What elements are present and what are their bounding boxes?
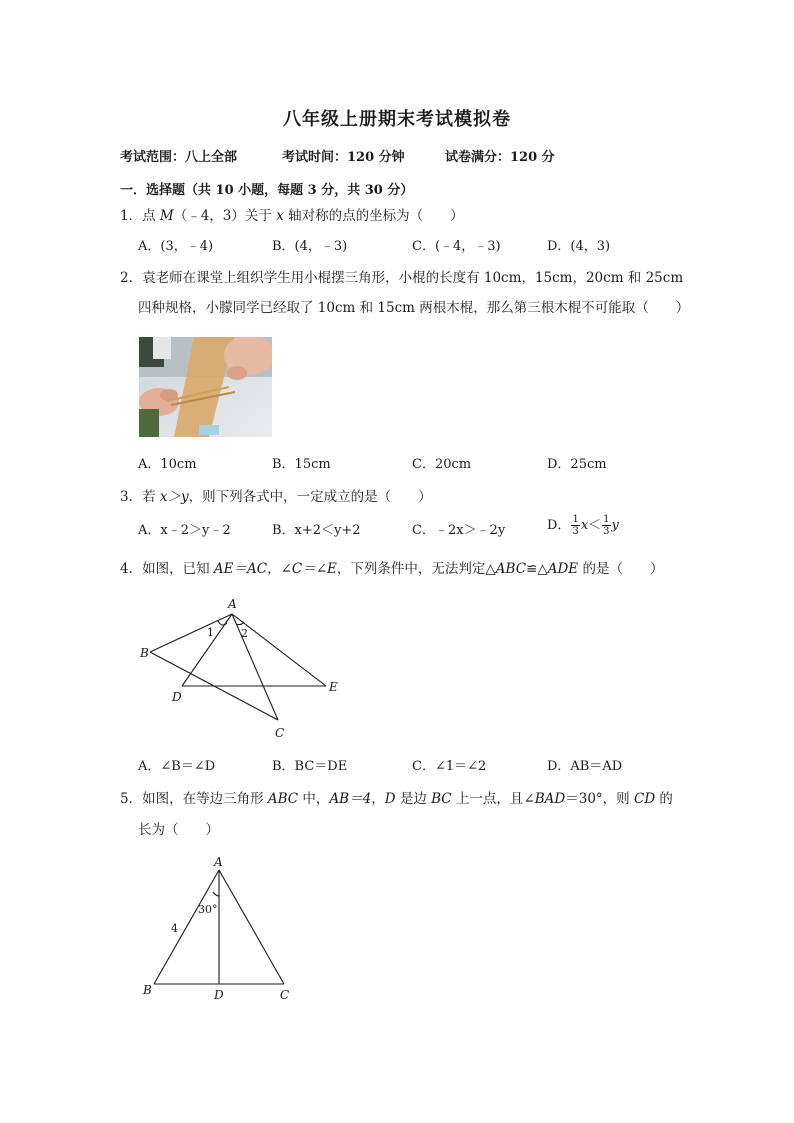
q4-option-d: D．AB＝AD <box>547 759 623 774</box>
q1-option-c: C．(﹣4，﹣3) <box>412 239 501 254</box>
q4-option-c: C．∠1＝∠2 <box>412 759 487 774</box>
exam-time: 考试时间：120 分钟 <box>282 150 405 165</box>
label-angle-1: 1 <box>207 626 214 639</box>
classroom-sticks-photo <box>139 337 272 437</box>
q4-triangle-abc: ABC <box>495 561 527 577</box>
q4-option-b: B．BC＝DE <box>272 759 348 774</box>
q5-side-bc: BC <box>431 791 452 807</box>
q5-text: ， <box>371 791 385 807</box>
segment-ac <box>232 614 278 720</box>
q2-option-a: A．10cm <box>138 457 197 472</box>
q5-text: 上一点，且∠ <box>451 791 535 807</box>
fraction-numerator: 1 <box>603 514 610 525</box>
q2-option-b: B．15cm <box>272 457 331 472</box>
q4-text: 的是（ ） <box>578 561 664 577</box>
q5-text: 的 <box>655 791 673 807</box>
fraction-denominator: 3 <box>603 526 610 537</box>
q5-angle-bad: BAD <box>534 791 566 807</box>
q2-option-c: C．20cm <box>412 457 472 472</box>
q3-option-d <box>547 514 619 537</box>
q1-text: 1．点 <box>120 208 160 224</box>
q3-less-than: ＜ <box>588 518 602 533</box>
label-angle-30: 30° <box>198 903 218 916</box>
label-d: D <box>172 690 182 704</box>
q5-text: ＝30°，则 <box>565 791 634 807</box>
section-heading: 一．选择题（共 10 小题，每题 3 分，共 30 分） <box>120 183 414 198</box>
angle-30-arc <box>213 892 219 896</box>
q3-text: ，则下列各式中，一定成立的是（ ） <box>188 489 432 505</box>
exam-scope: 考试范围：八上全部 <box>120 150 238 165</box>
label-a: A <box>214 855 223 869</box>
q3-text: 3．若 <box>120 489 160 505</box>
q5-text: 中， <box>298 791 330 807</box>
q4-given: AE＝AC，∠C＝∠E <box>213 561 337 577</box>
q5-equilateral-figure <box>135 852 305 1007</box>
fraction-denominator: 3 <box>572 526 579 537</box>
q3-var-x: x <box>580 518 589 533</box>
fraction-one-third <box>602 514 610 537</box>
q3-option-d-label: D． <box>547 518 571 533</box>
label-b: B <box>140 646 149 660</box>
question-2-line-2: 四种规格，小朦同学已经取了 10cm 和 15cm 两根木棍，那么第三根木棍不可能取（ ） <box>138 300 690 316</box>
label-c: C <box>275 726 285 740</box>
question-2-line-1: 2．袁老师在课堂上组织学生用小棍摆三角形，小棍的长度有 10cm，15cm，20cm 和 25cm <box>120 270 684 286</box>
q5-point-d: D <box>384 791 396 807</box>
q5-ab-length: AB＝4 <box>329 791 372 807</box>
segment-ac <box>219 870 284 984</box>
q4-congruent: ≌△ <box>526 561 548 577</box>
label-b: B <box>143 983 152 997</box>
question-4 <box>120 559 663 579</box>
q1-option-b: B．(4，﹣3) <box>272 239 348 254</box>
q3-condition: x＞y <box>159 489 189 505</box>
fraction-one-third <box>571 514 579 537</box>
label-side-4: 4 <box>171 922 178 935</box>
q5-segment-cd: CD <box>633 791 656 807</box>
q4-triangle-figure <box>130 590 360 745</box>
segment-ab <box>154 870 219 984</box>
q4-option-a: A．∠B＝∠D <box>138 759 216 774</box>
label-d: D <box>214 988 224 1002</box>
q5-triangle-abc: ABC <box>267 791 299 807</box>
q1-text: （﹣4，3）关于 <box>173 208 277 224</box>
q5-text: 5．如图，在等边三角形 <box>120 791 268 807</box>
exam-score: 试卷满分：120 分 <box>445 150 555 165</box>
q4-text: 4．如图，已知 <box>120 561 214 577</box>
q1-option-d: D．(4，3) <box>547 239 611 254</box>
label-e: E <box>329 680 338 694</box>
q5-text: 是边 <box>395 791 432 807</box>
q3-var-y: y <box>611 518 619 533</box>
label-a: A <box>228 597 237 611</box>
q1-var-m: M <box>159 208 174 224</box>
q2-option-d: D．25cm <box>547 457 607 472</box>
segment-ab <box>150 614 232 652</box>
label-angle-2: 2 <box>241 627 248 640</box>
q3-option-c: C．﹣2x＞﹣2y <box>412 523 506 538</box>
question-1 <box>120 206 464 226</box>
q3-option-b: B．x+2＜y+2 <box>272 523 361 538</box>
q4-text: ，下列条件中，无法判定△ <box>336 561 496 577</box>
q1-var-x: x <box>276 208 284 224</box>
question-5-line-1 <box>120 789 673 809</box>
q1-option-a: A．(3，﹣4) <box>138 239 214 254</box>
question-5-line-2: 长为（ ） <box>138 822 219 838</box>
fraction-numerator: 1 <box>572 514 579 525</box>
q4-triangle-ade: ADE <box>547 561 579 577</box>
question-3 <box>120 487 432 507</box>
page-title: 八年级上册期末考试模拟卷 <box>283 109 511 130</box>
label-c: C <box>280 988 290 1002</box>
q1-text: 轴对称的点的坐标为（ ） <box>283 208 464 224</box>
segment-ae <box>232 614 326 686</box>
q3-option-a: A．x﹣2＞y﹣2 <box>138 523 231 538</box>
